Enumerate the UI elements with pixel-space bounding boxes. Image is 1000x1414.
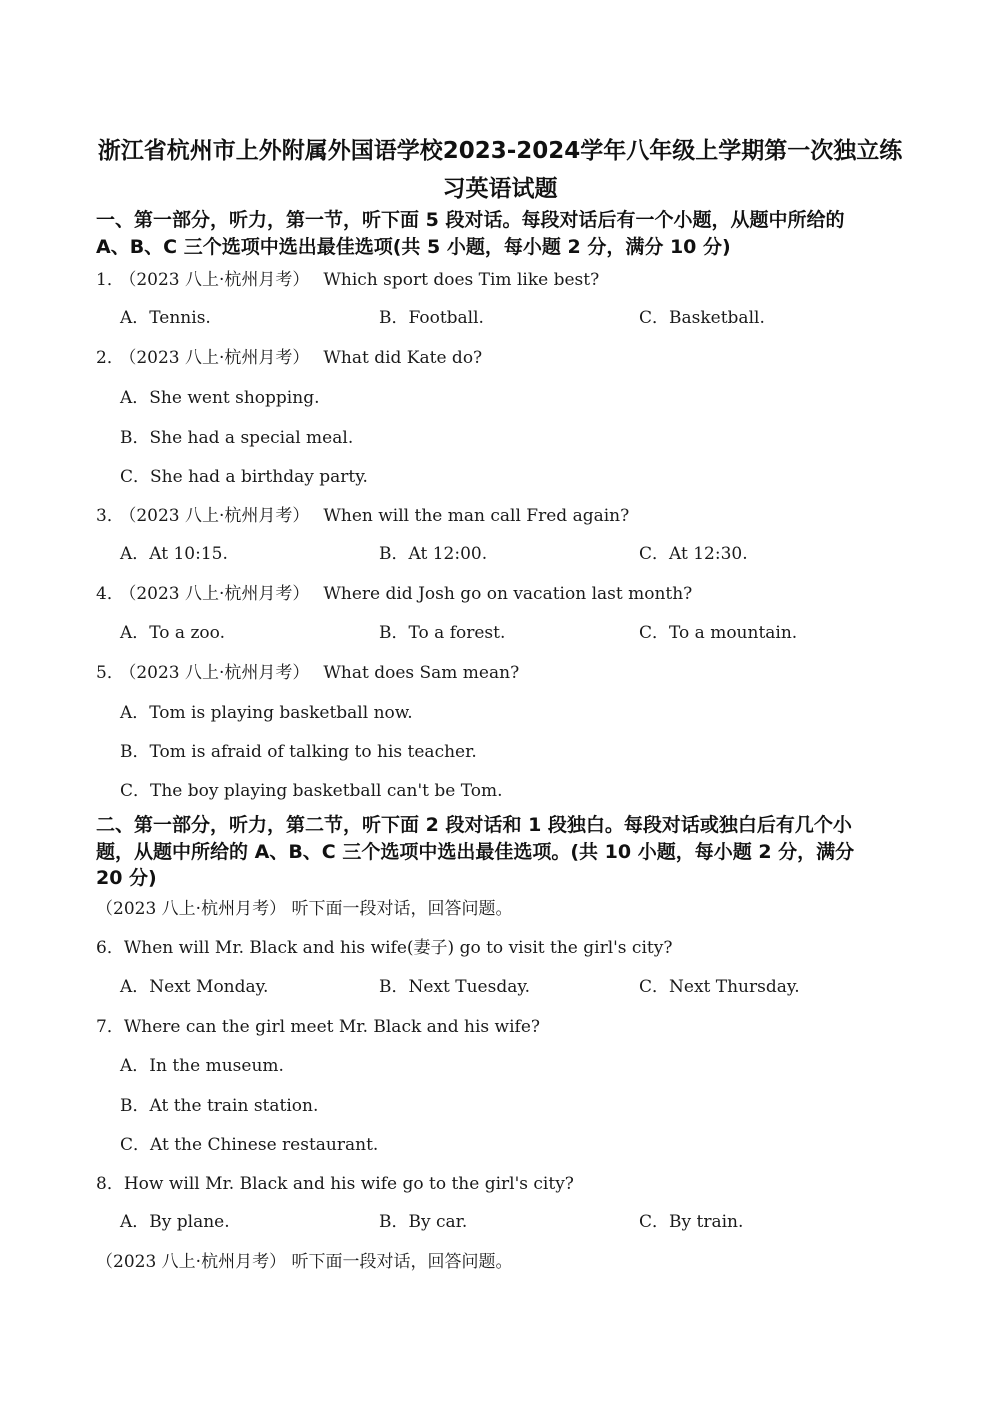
question-text: What does Sam mean? [323,663,520,683]
question-text: Which sport does Tim like best? [323,270,600,290]
question-source: （2023 八上·杭州月考） [127,584,310,604]
q3-option-b: B．At 12:00. [379,544,488,564]
q6-option-c: C．Next Thursday. [639,977,800,997]
question-4 [96,583,692,605]
q2-option-c: C．She had a birthday party. [120,467,368,487]
question-number: 2． [96,348,124,368]
question-source: （2023 八上·杭州月考） [127,348,310,368]
section-1-heading-line-2: A、B、C 三个选项中选出最佳选项(共 5 小题，每小题 2 分，满分 10 分) [96,236,731,258]
q8-option-c: C．By train. [639,1212,744,1232]
question-number: 1． [96,270,124,290]
q7-option-b: B．At the train station. [120,1096,319,1116]
section-1-heading-line-1: 一、第一部分，听力，第一节，听下面 5 段对话。每段对话后有一个小题，从题中所给的 [96,209,845,231]
q7-option-c: C．At the Chinese restaurant. [120,1135,379,1155]
exam-title-line-2: 习英语试题 [442,176,558,202]
q2-option-a: A．She went shopping. [120,388,320,408]
question-number: 3． [96,506,124,526]
question-2 [96,347,482,369]
q5-option-c: C．The boy playing basketball can't be Tom. [120,781,503,801]
q4-option-a: A．To a zoo. [120,623,226,643]
question-source: （2023 八上·杭州月考） [127,663,310,683]
section-2-heading-line-2: 题，从题中所给的 A、B、C 三个选项中选出最佳选项。(共 10 小题，每小题 2 分，满分 [96,841,855,863]
question-number: 5． [96,663,124,683]
question-7: 7．Where can the girl meet Mr. Black and his wife? [96,1017,541,1037]
q6-option-a: A．Next Monday. [120,977,269,997]
q3-option-c: C．At 12:30. [639,544,748,564]
dialogue-1-intro: （2023 八上·杭州月考） 听下面一段对话，回答问题。 [96,899,513,919]
q1-option-b: B．Football. [379,308,484,328]
q1-option-c: C．Basketball. [639,308,765,328]
exam-title-line-1: 浙江省杭州市上外附属外国语学校2023-2024学年八年级上学期第一次独立练 [97,138,903,164]
q6-option-b: B．Next Tuesday. [379,977,531,997]
q8-option-a: A．By plane. [120,1212,230,1232]
q5-option-a: A．Tom is playing basketball now. [120,703,413,723]
q3-option-a: A．At 10:15. [120,544,228,564]
question-1 [96,269,599,291]
question-6: 6．When will Mr. Black and his wife(妻子) go to visit the girl's city? [96,938,673,958]
q8-option-b: B．By car. [379,1212,468,1232]
question-5 [96,662,519,684]
q1-option-a: A．Tennis. [120,308,211,328]
question-number: 4． [96,584,124,604]
q5-option-b: B．Tom is afraid of talking to his teacher. [120,742,477,762]
section-2-heading-line-1: 二、第一部分，听力，第二节，听下面 2 段对话和 1 段独白。每段对话或独白后有几个小 [96,814,852,836]
question-text: What did Kate do? [323,348,483,368]
q4-option-c: C．To a mountain. [639,623,798,643]
q2-option-b: B．She had a special meal. [120,428,354,448]
question-source: （2023 八上·杭州月考） [127,270,310,290]
question-text: When will the man call Fred again? [323,506,630,526]
question-text: Where did Josh go on vacation last month? [323,584,693,604]
question-source: （2023 八上·杭州月考） [127,506,310,526]
question-8: 8．How will Mr. Black and his wife go to the girl's city? [96,1174,574,1194]
question-3 [96,505,629,527]
dialogue-2-intro: （2023 八上·杭州月考） 听下面一段对话，回答问题。 [96,1252,513,1272]
q7-option-a: A．In the museum. [120,1056,284,1076]
q4-option-b: B．To a forest. [379,623,506,643]
section-2-heading-line-3: 20 分) [96,867,157,889]
